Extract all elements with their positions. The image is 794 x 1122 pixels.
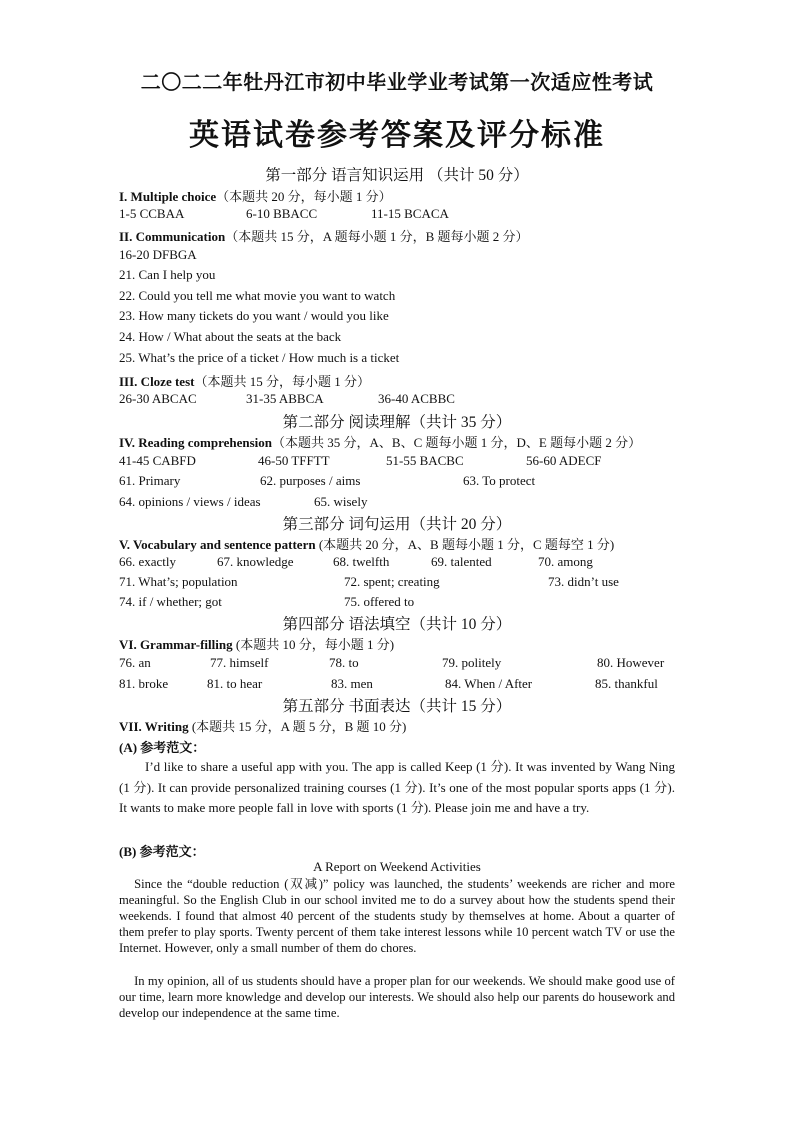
part2-heading: 第二部分 阅读理解（共计 35 分）	[282, 414, 512, 431]
section-vi-note: (本题共 10 分，每小题 1 分)	[232, 637, 395, 652]
answer-group: 36-40 ACBBC	[378, 391, 455, 406]
section-v-title: V. Vocabulary and sentence pattern	[119, 537, 316, 552]
report-paragraph-2: In my opinion, all of us students should have a proper plan for our weekends. We should make good use of our time, learn more knowledge and develop our interests. We should also help our parents do housework and develop our independence at the same time.	[119, 974, 675, 1020]
answer-line: 25. What’s the price of a ticket / How much is a ticket	[119, 350, 400, 365]
answer-line: 63. To protect	[463, 473, 536, 488]
section-ii-note: （本题共 15 分，A 题每小题 1 分，B 题每小题 2 分）	[225, 229, 529, 244]
report-title: A Report on Weekend Activities	[313, 859, 481, 874]
answer-line: 77. himself	[210, 655, 269, 670]
section-ii-title: II. Communication	[119, 229, 226, 244]
answer-line: 61. Primary	[119, 473, 181, 488]
answer-line: 23. How many tickets do you want / would you like	[119, 308, 389, 323]
part4-heading: 第四部分 语法填空（共计 10 分）	[282, 616, 512, 633]
section-vi-title: VI. Grammar-filling	[119, 637, 233, 652]
part1-heading: 第一部分 语言知识运用 （共计 50 分）	[265, 167, 529, 184]
answer-line: 65. wisely	[314, 494, 368, 509]
document-title: 英语试卷参考答案及评分标准	[189, 119, 605, 152]
answer-line: 21. Can I help you	[119, 267, 216, 282]
answer-group: 41-45 CABFD	[119, 453, 196, 468]
section-i-title: I. Multiple choice	[119, 189, 217, 204]
answer-line: 85. thankful	[595, 676, 658, 691]
sample-a-label: (A) 参考范文：	[119, 740, 206, 755]
answer-line: 75. offered to	[344, 594, 415, 609]
section-v-note: (本题共 20 分，A、B 题每小题 1 分，C 题每空 1 分)	[315, 537, 615, 552]
section-iii-note: （本题共 15 分，每小题 1 分）	[194, 374, 370, 389]
section-ii-header	[119, 226, 529, 245]
answer-line: 72. spent; creating	[344, 574, 440, 589]
section-iv-title: IV. Reading comprehension	[119, 435, 273, 450]
report-paragraph-1: Since the “double reduction (双减)” policy was launched, the students’ weekends are richer and more meaningful. So the English Club in our school invited me to do a survey about how the students spend their weekends. I found that almost 40 percent of the students study by themselves at home. About a quarter of them prefer to play sports. Twenty percent of them take interest lessons while 10 percent watch TV or use the Internet. However, only a small number of them do chores.	[119, 877, 675, 955]
answer-line: 24. How / What about the seats at the back	[119, 329, 342, 344]
answer-group: 1-5 CCBAA	[119, 206, 185, 221]
answer-line: 22. Could you tell me what movie you want to watch	[119, 288, 396, 303]
answer-line: 84. When / After	[445, 676, 533, 691]
section-iv-note: （本题共 35 分，A、B、C 题每小题 1 分，D、E 题每小题 2 分）	[272, 435, 642, 450]
answer-group: 26-30 ABCAC	[119, 391, 197, 406]
section-vii-title: VII. Writing	[119, 719, 189, 734]
answer-group: 51-55 BACBC	[386, 453, 464, 468]
answer-group: 31-35 ABBCA	[246, 391, 324, 406]
answer-line: 74. if / whether; got	[119, 594, 222, 609]
answer-group: 6-10 BBACC	[246, 206, 318, 221]
section-vii-header	[119, 716, 406, 735]
answer-line: 71. What’s; population	[119, 574, 238, 589]
answer-group: 56-60 ADECF	[526, 453, 602, 468]
answer-line: 80. However	[597, 655, 665, 670]
answer-line: 67. knowledge	[217, 554, 294, 569]
section-vi-header	[119, 634, 394, 653]
sample-b-label: (B) 参考范文：	[119, 844, 205, 859]
answer-line: 78. to	[329, 655, 359, 670]
section-i-note: （本题共 20 分，每小题 1 分）	[216, 189, 392, 204]
section-i-header	[119, 186, 392, 205]
answer-line: 70. among	[538, 554, 593, 569]
part3-heading: 第三部分 词句运用（共计 20 分）	[282, 516, 512, 533]
answer-line: 83. men	[331, 676, 373, 691]
answer-line: 62. purposes / aims	[260, 473, 361, 488]
answer-line: 76. an	[119, 655, 151, 670]
answer-group: 46-50 TFFTT	[258, 453, 330, 468]
answer-line: 81. to hear	[207, 676, 263, 691]
section-vii-note: (本题共 15 分，A 题 5 分，B 题 10 分)	[188, 719, 407, 734]
section-iv-header	[119, 432, 641, 451]
answer-group: 16-20 DFBGA	[119, 247, 197, 262]
answer-line: 64. opinions / views / ideas	[119, 494, 261, 509]
answer-line: 79. politely	[442, 655, 502, 670]
part5-heading: 第五部分 书面表达（共计 15 分）	[282, 698, 512, 715]
answer-line: 73. didn’t use	[548, 574, 619, 589]
answer-group: 11-15 BCACA	[371, 206, 449, 221]
section-v-header	[119, 534, 614, 553]
section-iii-header	[119, 371, 370, 390]
answer-line: 66. exactly	[119, 554, 177, 569]
section-iii-title: III. Cloze test	[119, 374, 195, 389]
answer-line: 69. talented	[431, 554, 492, 569]
answer-line: 68. twelfth	[333, 554, 390, 569]
exam-title: 二〇二二年牡丹江市初中毕业学业考试第一次适应性考试	[140, 72, 654, 94]
answer-line: 81. broke	[119, 676, 169, 691]
sample-a-text: I’d like to share a useful app with you. The app is called Keep (1 分). It was invented by Wang Ning (1 分). It can provide personalized training courses (1 分). It’s one of the most popular sports apps (1 分). It wants to make more people fall in love with sports (1 分). Please join me and have a try.	[119, 759, 675, 815]
